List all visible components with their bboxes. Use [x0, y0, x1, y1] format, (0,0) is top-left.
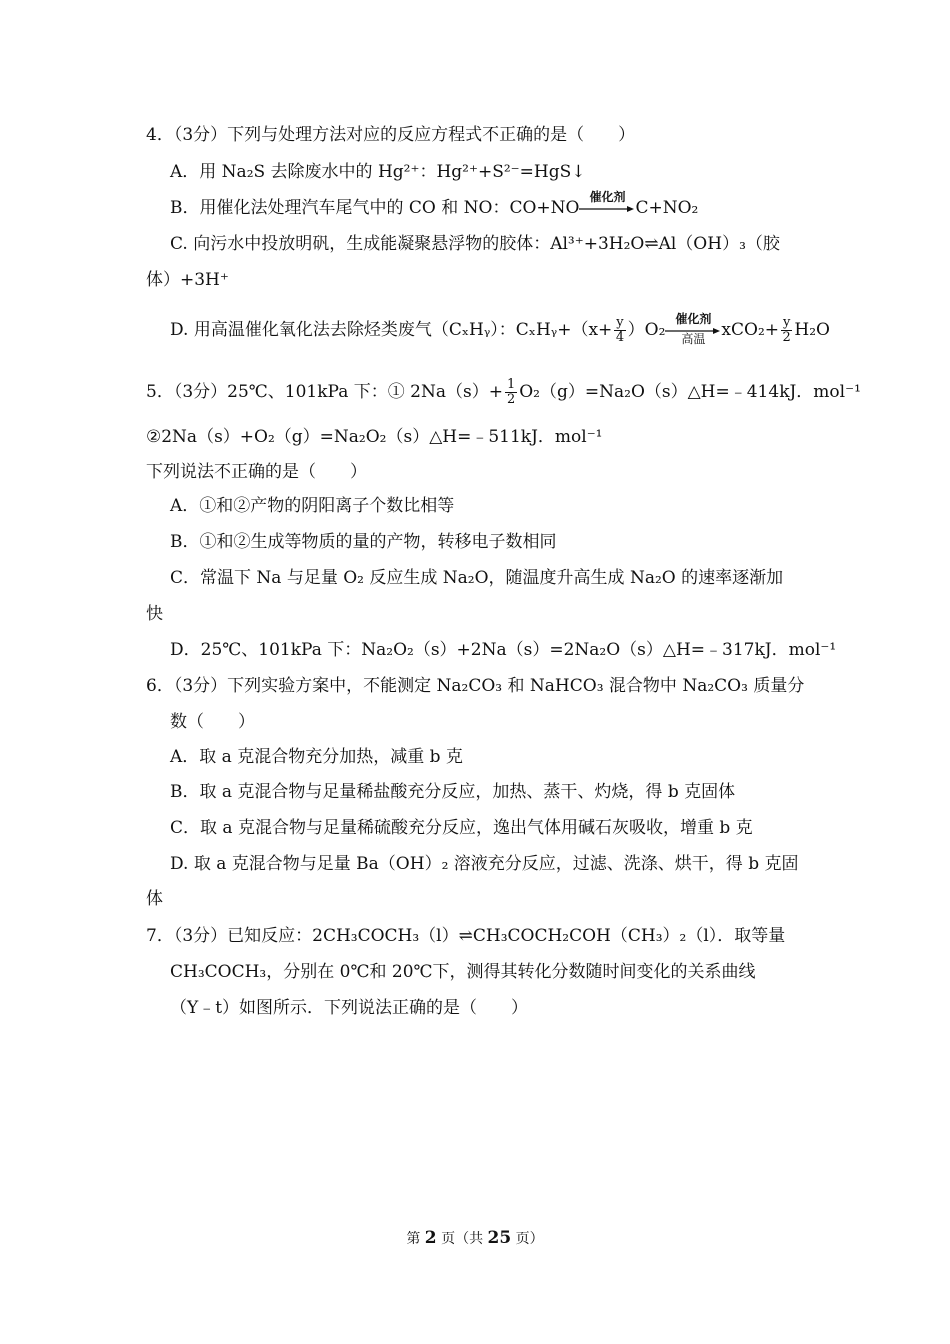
catalyst-label: 催化剂 [675, 311, 712, 326]
q4-option-d-co2: xCO₂+ [721, 320, 780, 340]
q7-stem-line1: 7．（3分）已知反应：2CH₃COCH₃（l）⇌CH₃COCH₂COH（CH₃）₂（l）．取等量 [146, 926, 786, 946]
q4-option-b-products: C+NO₂ [635, 198, 699, 218]
catalyst-arrow [579, 189, 635, 221]
fraction-y-over-2 [781, 316, 792, 345]
catalyst-label: 催化剂 [589, 189, 626, 204]
q4-option-b-text: B．用催化法处理汽车尾气中的 CO 和 NO：CO+NO [170, 198, 580, 218]
page-footer [0, 1228, 950, 1248]
q6-stem-line2: 数（ ） [170, 712, 255, 732]
footer-mid: 页（共 [441, 1231, 484, 1247]
q6-option-d-line2: 体 [146, 889, 163, 909]
q4-option-d [170, 311, 830, 346]
q5-option-c-line1: C．常温下 Na 与足量 O₂ 反应生成 Na₂O，随温度升高生成 Na₂O 的速率逐渐加 [170, 568, 784, 588]
q6-option-a: A．取 a 克混合物充分加热，减重 b 克 [170, 747, 463, 767]
catalyst-high-temp-arrow [665, 311, 721, 346]
page-number: 2 [424, 1228, 437, 1248]
fraction-numerator: y [616, 315, 624, 330]
high-temp-label: 高温 [681, 331, 706, 346]
q5-stem-equation: O₂（g）=Na₂O（s）△H=﹣414kJ．mol⁻¹ [519, 382, 861, 402]
fraction-one-half [505, 378, 517, 407]
q5-option-d: D．25℃、101kPa 下：Na₂O₂（s）+2Na（s）=2Na₂O（s）△H=﹣317kJ．mol⁻¹ [170, 640, 837, 660]
q5-option-c-line2: 快 [146, 604, 163, 624]
q5-option-a: A．①和②产物的阴阳离子个数比相等 [170, 496, 455, 516]
footer-prefix: 第 [406, 1231, 421, 1247]
q5-option-b: B．①和②生成等物质的量的产物，转移电子数相同 [170, 532, 557, 552]
q7-stem-line3: （Y﹣t）如图所示．下列说法正确的是（ ） [170, 998, 529, 1018]
q7-stem-line2: CH₃COCH₃，分别在 0℃和 20℃下，测得其转化分数随时间变化的关系曲线 [170, 962, 756, 982]
total-pages: 25 [487, 1228, 512, 1248]
q4-option-c-line2: 体）+3H⁺ [146, 270, 229, 290]
fraction-numerator: y [783, 315, 791, 330]
q4-option-b [170, 189, 699, 221]
q5-stem [146, 378, 861, 407]
q5-question: 下列说法不正确的是（ ） [146, 462, 367, 482]
fraction-numerator: 1 [506, 377, 516, 392]
q6-option-b: B．取 a 克混合物与足量稀盐酸充分反应，加热、蒸干、灼烧，得 b 克固体 [170, 782, 736, 802]
q4-option-d-h2o: H₂O [794, 320, 830, 340]
q4-option-a: A．用 Na₂S 去除废水中的 Hg²⁺：Hg²⁺+S²⁻=HgS↓ [170, 162, 586, 182]
q6-option-d-line1: D. 取 a 克混合物与足量 Ba（OH）₂ 溶液充分反应，过滤、洗涤、烘干，得 b 克固 [170, 854, 799, 874]
q5-equation-2: ②2Na（s）+O₂（g）=Na₂O₂（s）△H=﹣511kJ．mol⁻¹ [146, 427, 603, 447]
fraction-denominator: 4 [615, 330, 625, 345]
q4-option-d-text: D. 用高温催化氧化法去除烃类废气（CₓHᵧ）：CₓHᵧ+（x+ [170, 320, 613, 340]
fraction-denominator: 2 [782, 330, 791, 345]
q5-stem-text: 5．（3分）25℃、101kPa 下：① 2Na（s）+ [146, 382, 503, 402]
q4-stem: 4．（3分）下列与处理方法对应的反应方程式不正确的是（ ） [146, 125, 636, 145]
q4-option-d-o2: ）O₂ [627, 320, 666, 340]
fraction-denominator: 2 [506, 392, 516, 407]
q6-stem-line1: 6．（3分）下列实验方案中，不能测定 Na₂CO₃ 和 NaHCO₃ 混合物中 Na₂CO₃ 质量分 [146, 676, 805, 696]
q4-option-c-line1: C. 向污水中投放明矾，生成能凝聚悬浮物的胶体：Al³⁺+3H₂O⇌Al（OH）₃（胶 [170, 234, 780, 254]
q6-option-c: C．取 a 克混合物与足量稀硫酸充分反应，逸出气体用碱石灰吸收，增重 b 克 [170, 818, 753, 838]
footer-suffix: 页） [515, 1231, 544, 1247]
fraction-y-over-4 [614, 316, 625, 345]
